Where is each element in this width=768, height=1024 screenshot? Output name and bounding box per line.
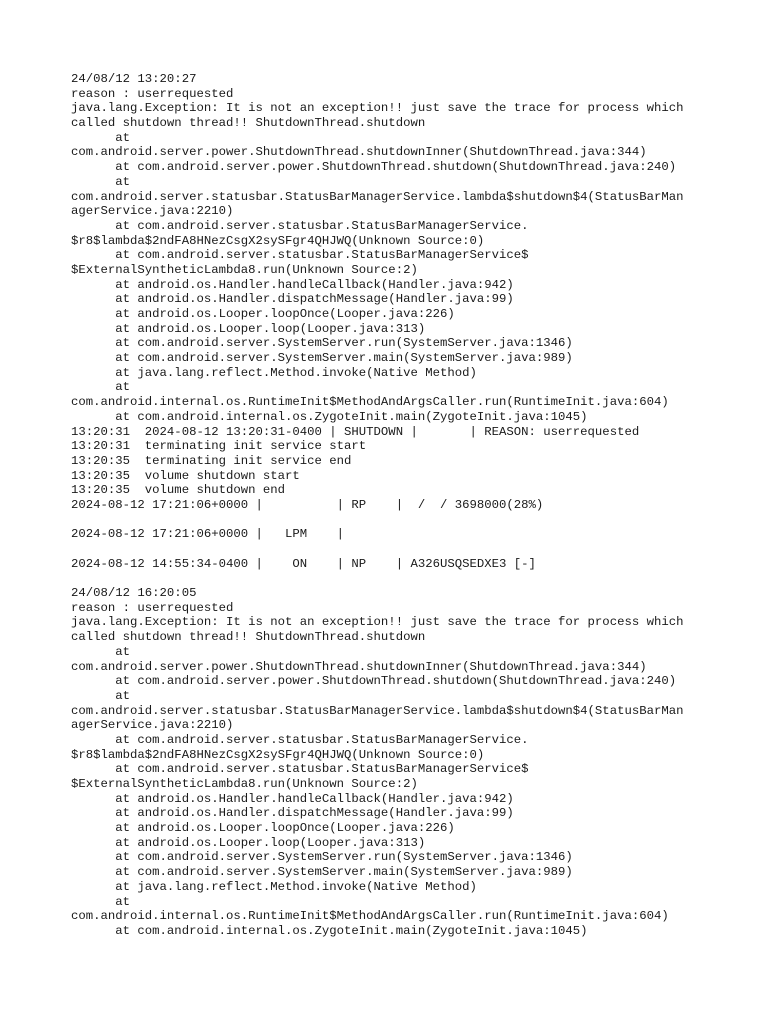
log-line: called shutdown thread!! ShutdownThread.shutdown (71, 116, 426, 131)
log-line: $ExternalSyntheticLambda8.run(Unknown Source:2) (71, 777, 418, 791)
log-line: at (71, 380, 131, 395)
log-line: java.lang.Exception: It is not an exception!! just save the trace for process which (71, 101, 684, 116)
log-line: $r8$lambda$2ndFA8HNezCsgX2sySFgr4QHJWQ(Unknown Source:0) (71, 233, 485, 248)
log-line: at (71, 130, 131, 145)
log-line: at (71, 894, 131, 909)
log-line: at (71, 174, 131, 189)
log-line: at com.android.server.power.ShutdownThread.shutdown(ShutdownThread.java:240) (71, 674, 677, 689)
log-line: at com.android.server.SystemServer.run(SystemServer.java:1346) (71, 336, 573, 351)
log-line: called shutdown thread!! ShutdownThread.shutdown (71, 630, 426, 645)
log-line: com.android.server.power.ShutdownThread.shutdownInner(ShutdownThread.java:344) (71, 145, 647, 160)
log-text-block (71, 72, 711, 939)
log-line: 24/08/12 16:20:05 (71, 586, 197, 601)
log-line: 13:20:35 volume shutdown end (71, 483, 286, 498)
log-line: at com.android.internal.os.ZygoteInit.main(ZygoteInit.java:1045) (71, 409, 588, 424)
log-line: reason : userrequested (71, 600, 234, 615)
log-line: 13:20:35 volume shutdown start (71, 468, 300, 483)
log-line: com.android.internal.os.RuntimeInit$MethodAndArgsCaller.run(RuntimeInit.java:604) (71, 909, 669, 924)
log-line: com.android.internal.os.RuntimeInit$MethodAndArgsCaller.run(RuntimeInit.java:604) (71, 395, 669, 410)
log-line: at java.lang.reflect.Method.invoke(Native Method) (71, 879, 477, 894)
log-line: at android.os.Handler.handleCallback(Handler.java:942) (71, 277, 514, 292)
log-line: java.lang.Exception: It is not an exception!! just save the trace for process which (71, 615, 684, 630)
log-line (71, 542, 711, 557)
log-line: at android.os.Handler.dispatchMessage(Handler.java:99) (71, 806, 514, 821)
log-line: at com.android.server.statusbar.StatusBarManagerService. (71, 732, 529, 747)
log-line (71, 571, 711, 586)
log-line: com.android.server.statusbar.StatusBarManagerService.lambda$shutdown$4(StatusBarMan (71, 703, 684, 718)
log-line: at com.android.server.statusbar.StatusBarManagerService$ (71, 248, 529, 263)
log-line: at java.lang.reflect.Method.invoke(Native Method) (71, 365, 477, 380)
log-line: $ExternalSyntheticLambda8.run(Unknown Source:2) (71, 262, 418, 277)
log-line: at com.android.server.SystemServer.main(SystemServer.java:989) (71, 865, 573, 880)
log-line: at com.android.server.statusbar.StatusBarManagerService$ (71, 762, 529, 777)
log-line: 2024-08-12 14:55:34-0400 | ON | NP | A326USQSEDXE3 [-] (71, 556, 536, 571)
log-line: at android.os.Looper.loop(Looper.java:313) (71, 835, 426, 850)
log-line: at com.android.server.power.ShutdownThread.shutdown(ShutdownThread.java:240) (71, 160, 677, 175)
log-line: $r8$lambda$2ndFA8HNezCsgX2sySFgr4QHJWQ(Unknown Source:0) (71, 747, 485, 762)
log-line: com.android.server.statusbar.StatusBarManagerService.lambda$shutdown$4(StatusBarMan (71, 189, 684, 204)
log-line: at android.os.Handler.handleCallback(Handler.java:942) (71, 791, 514, 806)
log-line: at android.os.Looper.loop(Looper.java:313) (71, 321, 426, 336)
log-line: 13:20:31 2024-08-12 13:20:31-0400 | SHUTDOWN | | REASON: userrequested (71, 424, 640, 439)
log-line: reason : userrequested (71, 86, 234, 101)
log-line: at com.android.server.SystemServer.main(SystemServer.java:989) (71, 351, 573, 366)
log-line: 13:20:35 terminating init service end (71, 453, 352, 468)
log-line: at com.android.server.SystemServer.run(SystemServer.java:1346) (71, 850, 573, 865)
log-line: 2024-08-12 17:21:06+0000 | LPM | (71, 527, 345, 542)
log-line: at com.android.server.statusbar.StatusBarManagerService. (71, 218, 529, 233)
log-line: at com.android.internal.os.ZygoteInit.main(ZygoteInit.java:1045) (71, 923, 588, 938)
log-line: at android.os.Handler.dispatchMessage(Handler.java:99) (71, 292, 514, 307)
log-line (71, 513, 711, 528)
log-line: 24/08/12 13:20:27 (71, 72, 197, 86)
log-line: 2024-08-12 17:21:06+0000 | | RP | / / 3698000(28%) (71, 497, 544, 512)
log-line: at (71, 644, 131, 659)
log-line: com.android.server.power.ShutdownThread.shutdownInner(ShutdownThread.java:344) (71, 659, 647, 674)
log-line: at android.os.Looper.loopOnce(Looper.java:226) (71, 307, 455, 321)
log-line: agerService.java:2210) (71, 718, 234, 733)
log-line: agerService.java:2210) (71, 204, 234, 219)
log-line: 13:20:31 terminating init service start (71, 439, 367, 454)
log-line: at android.os.Looper.loopOnce(Looper.java:226) (71, 821, 455, 836)
log-line: at (71, 688, 131, 703)
